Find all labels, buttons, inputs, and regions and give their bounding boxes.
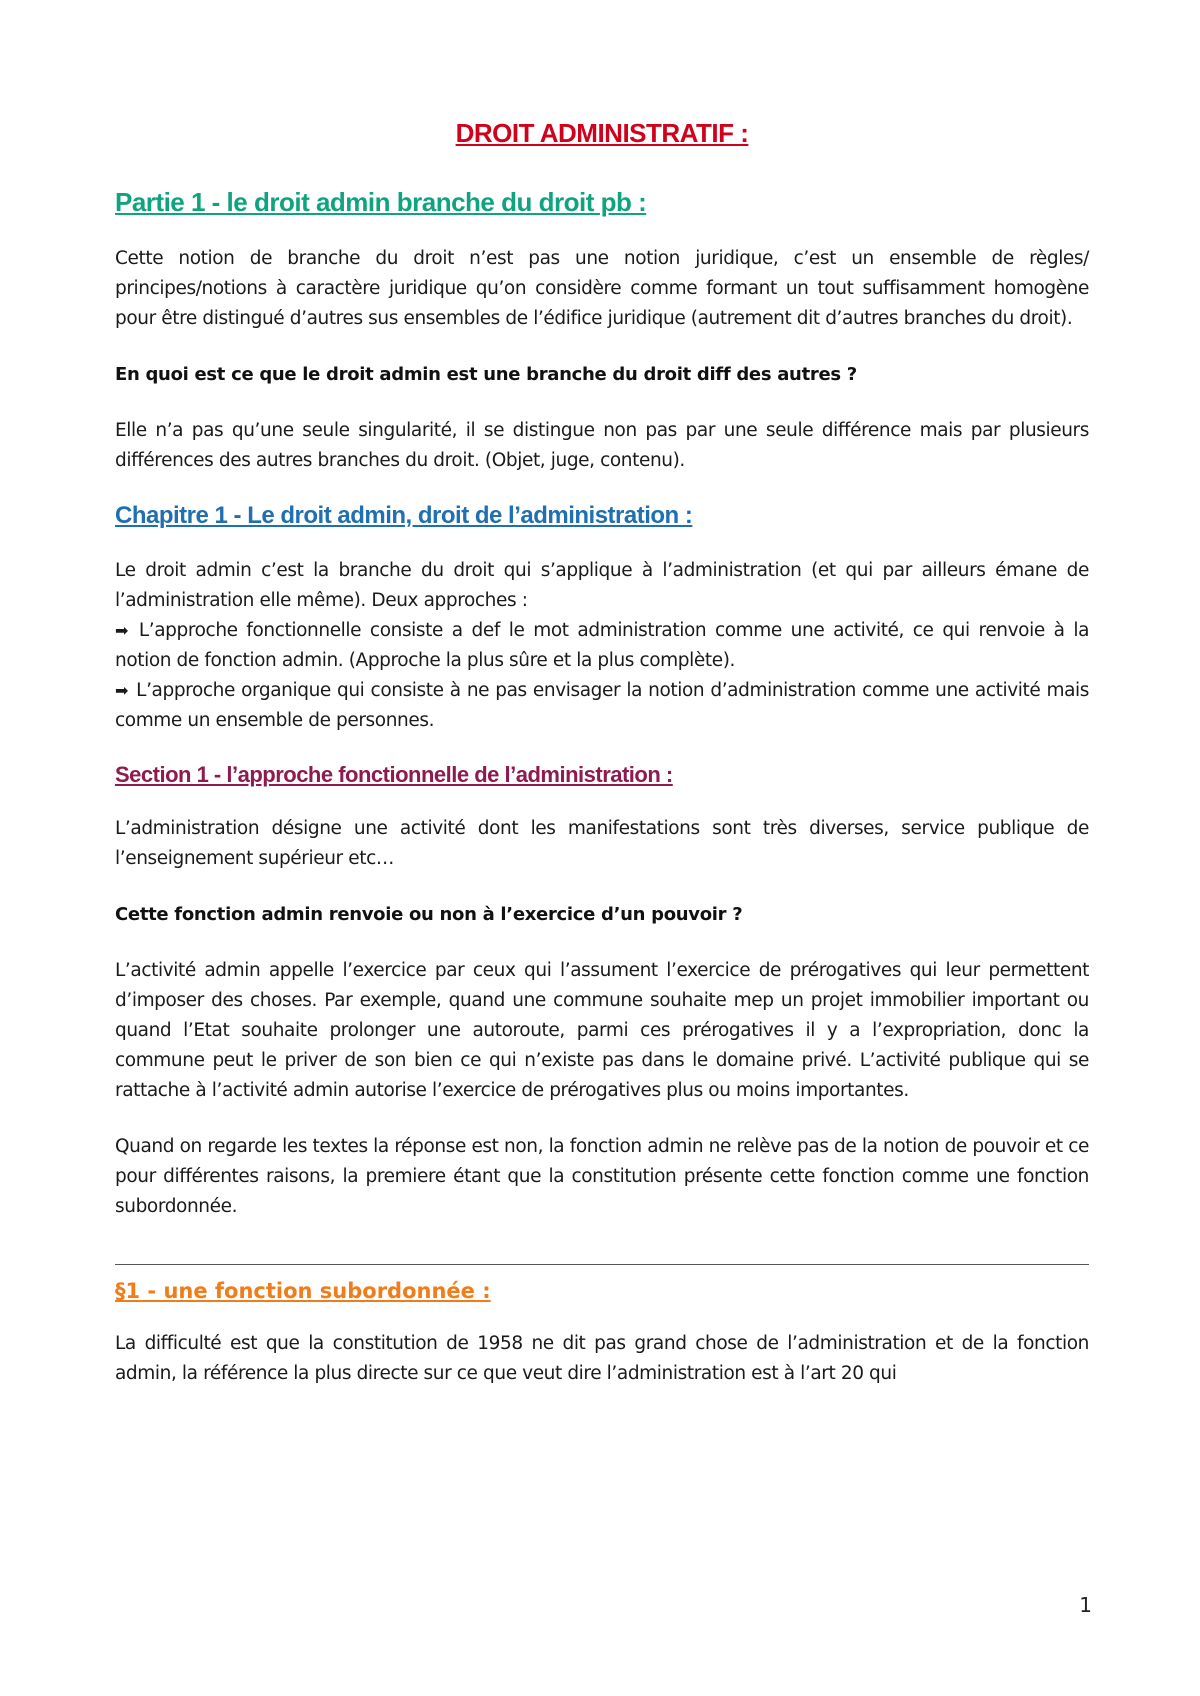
partie-question: En quoi est ce que le droit admin est une branche du droit diff des autres ? [115, 364, 857, 385]
paragraphe-text: La difficulté est que la constitution de 1958 ne dit pas grand chose de l’administration et de la fonction admin, la référence la plus directe sur ce que veut dire l’administration est à l’art 20 qui [115, 1333, 1089, 1384]
section-heading: Section 1 - l’approche fonctionnelle de l’administration : [115, 762, 673, 787]
page-content [115, 118, 1089, 1389]
chapitre-intro-paragraph: Le droit admin c’est la branche du droit qui s’applique à l’administration (et qui par ailleurs émane de l’administration elle même). Deux approches : [115, 560, 1089, 611]
bullet-text: L’approche fonctionnelle consiste a def le mot administration comme une activité, ce qui renvoie à la notion de fonction admin. (Approche la plus sûre et la plus complète). [115, 620, 1090, 671]
partie-intro-paragraph: Cette notion de branche du droit n’est pas une notion juridique, c’est un ensemble de règles/ principes/notions à caractère juridique qu’on considère comme formant un tout suffisamment homogène pour être distingué d’autres sus ensembles de l’édifice juridique (autrement dit d’autres branches du droit). [115, 248, 1089, 329]
arrow-right-icon: ➡ [115, 621, 129, 640]
section-paragraph-1: L’activité admin appelle l’exercice par ceux qui l’assument l’exercice de prérogatives qui leur permettent d’imposer des choses. Par exemple, quand une commune souhaite mep un projet immobilier important ou quand l’Etat souhaite prolonger une autoroute, parmi ces prérogatives il y a l’expropriation, donc la commune peut le priver de son bien ce qui n’existe pas dans le domaine privé. L’activité publique qui se rattache à l’activité admin autorise l’exercice de prérogatives plus ou moins importantes. [115, 960, 1089, 1101]
arrow-right-icon: ➡ [115, 681, 129, 700]
section-paragraph-2: Quand on regarde les textes la réponse est non, la fonction admin ne relève pas de la notion de pouvoir et ce pour différentes raisons, la premiere étant que la constitution présente cette fonction comme une fonction subordonnée. [115, 1136, 1089, 1217]
section-question: Cette fonction admin renvoie ou non à l’exercice d’un pouvoir ? [115, 904, 743, 925]
partie-heading: Partie 1 - le droit admin branche du droit pb : [115, 187, 647, 217]
page-number: 1 [1079, 1593, 1092, 1617]
section-intro-paragraph: L’administration désigne une activité dont les manifestations sont très diverses, service publique de l’enseignement supérieur etc… [115, 818, 1089, 869]
bullet-item-fonctionnelle [115, 616, 1089, 676]
document-title: DROIT ADMINISTRATIF : [455, 118, 749, 148]
section-divider [115, 1264, 1089, 1265]
paragraphe-heading: §1 - une fonction subordonnée : [115, 1279, 491, 1303]
bullet-text: L’approche organique qui consiste à ne pas envisager la notion d’administration comme une activité mais comme un ensemble de personnes. [115, 680, 1089, 731]
partie-answer-paragraph: Elle n’a pas qu’une seule singularité, il se distingue non pas par une seule différence mais par plusieurs différences des autres branches du droit. (Objet, juge, contenu). [115, 420, 1089, 471]
bullet-item-organique [115, 676, 1089, 736]
chapitre-heading: Chapitre 1 - Le droit admin, droit de l’administration : [115, 502, 693, 529]
